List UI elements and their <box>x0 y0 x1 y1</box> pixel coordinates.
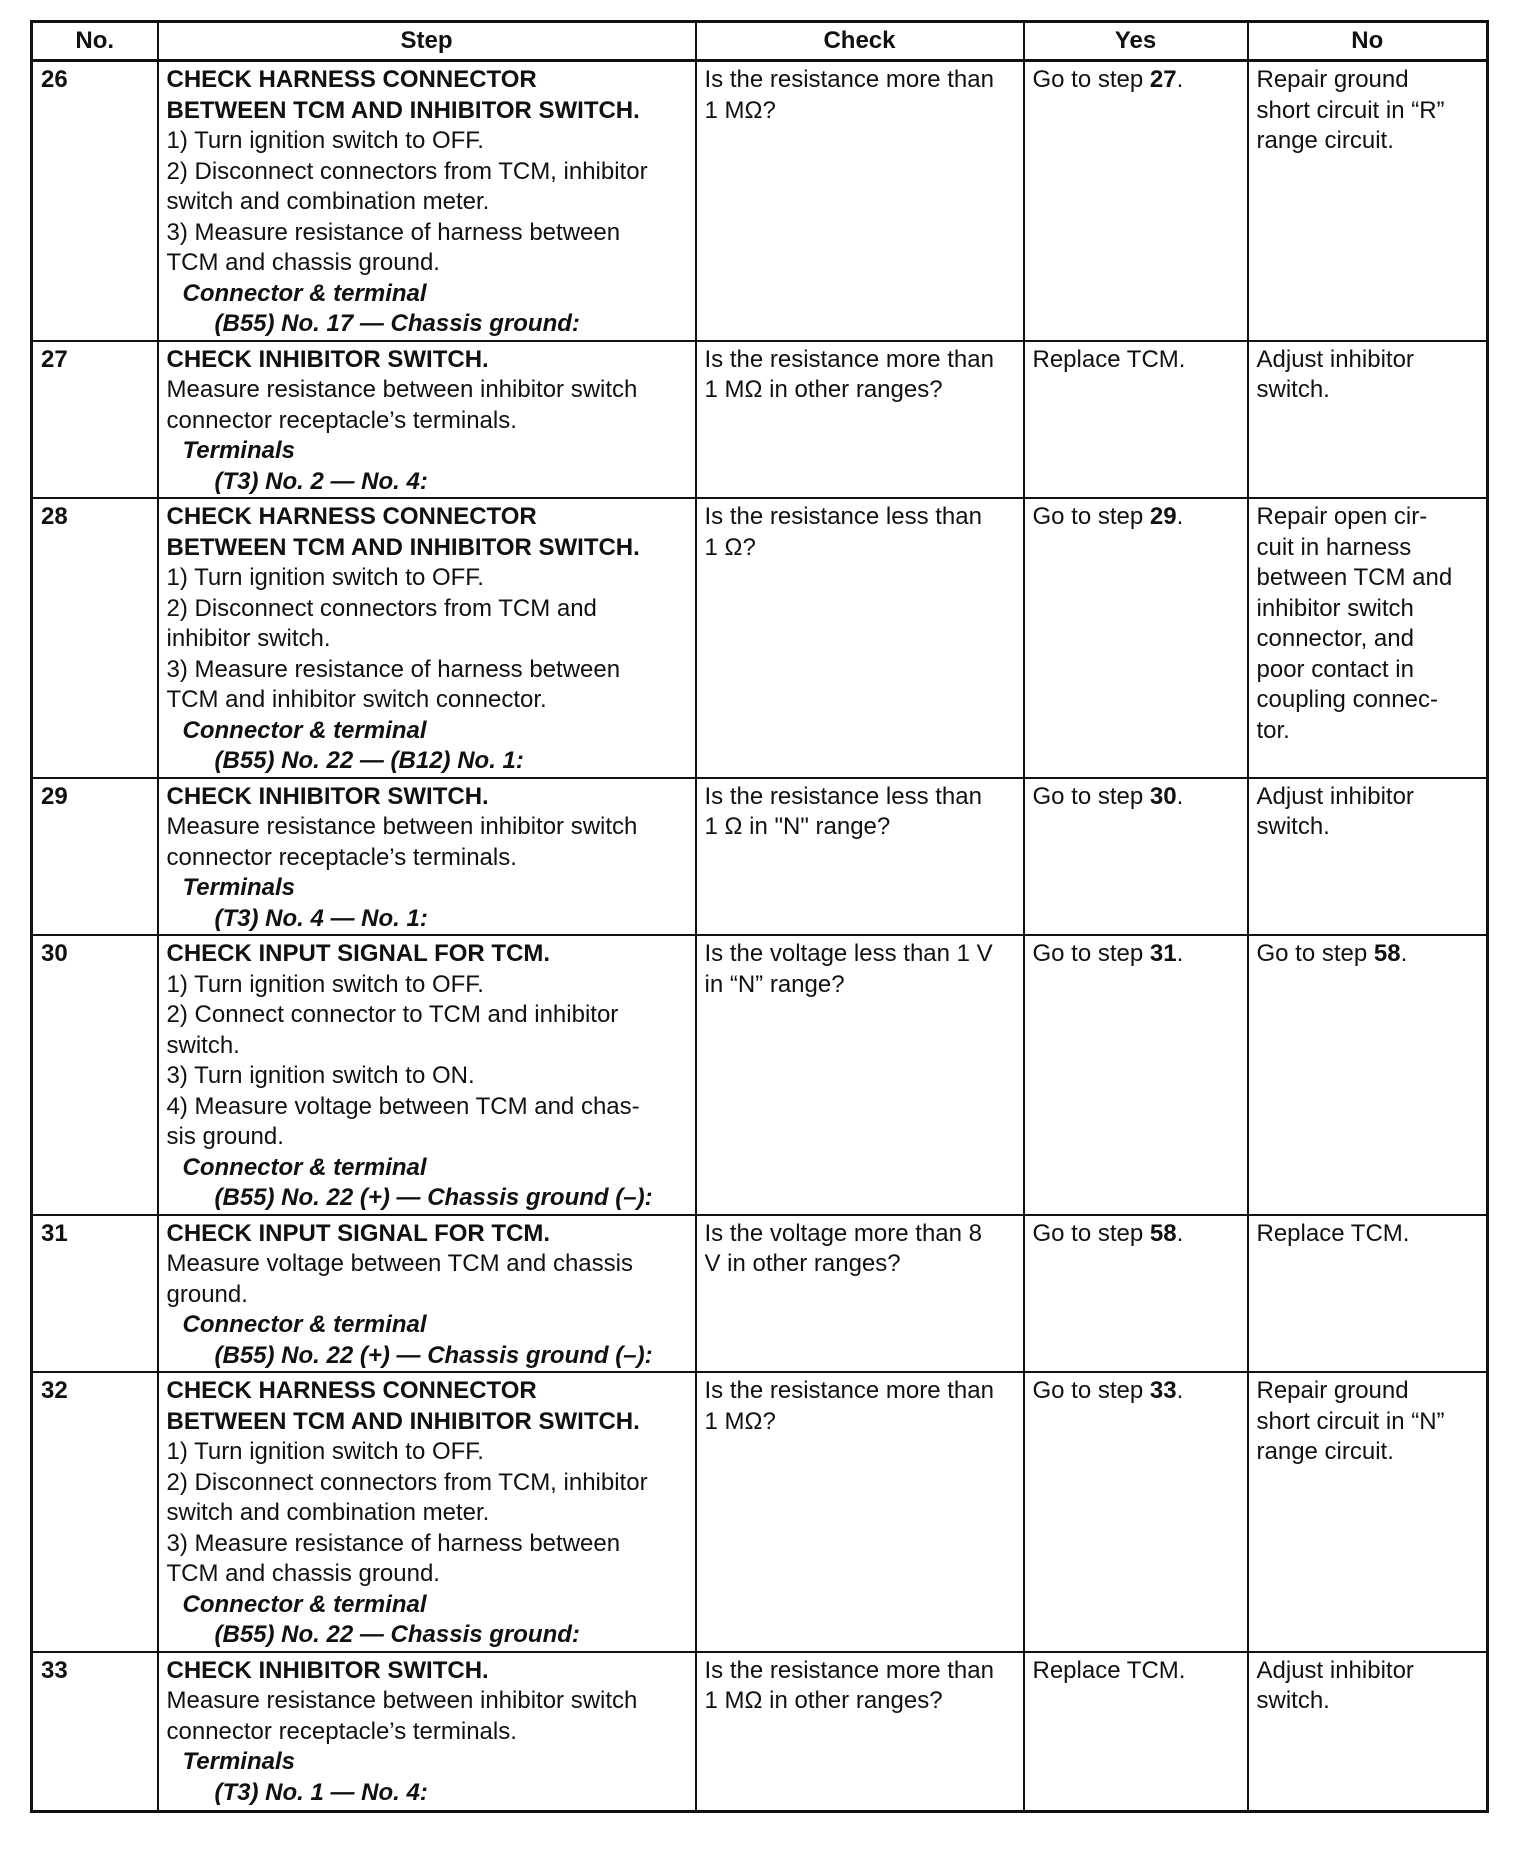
step-instruction: 1) Turn ignition switch to OFF. <box>166 970 484 998</box>
step-cell <box>158 935 696 1215</box>
no-cell <box>1248 341 1488 499</box>
check-cell <box>696 498 1024 778</box>
step-cell <box>158 1215 696 1373</box>
step-number: 28 <box>32 498 158 778</box>
step-instruction: 1) Turn ignition switch to OFF. <box>166 127 484 154</box>
yes-cell <box>1024 778 1248 936</box>
yes-text-end: . <box>1176 1377 1184 1404</box>
step-instruction: 3) Measure resistance of harness between <box>166 218 621 246</box>
step-cell <box>158 778 696 936</box>
step-number: 32 <box>32 1372 158 1652</box>
no-action-line: Repair ground <box>1256 1377 1409 1404</box>
step-instruction: switch. <box>166 1031 240 1059</box>
step-terminal-spec: (B55) No. 22 (+) — Chassis ground (–): <box>214 1341 653 1369</box>
step-title: BETWEEN TCM AND INHIBITOR SWITCH. <box>166 1407 640 1435</box>
check-cell <box>696 935 1024 1215</box>
yes-text: Go to step <box>1032 503 1150 530</box>
step-title: CHECK INHIBITOR SWITCH. <box>166 1656 489 1684</box>
table-row <box>32 1652 1488 1812</box>
check-cell <box>696 778 1024 936</box>
no-action-line: Adjust inhibitor <box>1256 1656 1414 1684</box>
header-check: Check <box>696 22 1024 61</box>
check-line: Is the resistance more than <box>704 345 994 373</box>
step-terminal-label: Terminals <box>182 1748 295 1775</box>
yes-step-number: 58 <box>1149 1219 1177 1247</box>
step-number: 33 <box>32 1652 158 1812</box>
no-action-line: poor contact in <box>1256 655 1414 683</box>
no-cell <box>1248 498 1488 778</box>
table-row <box>32 1372 1488 1652</box>
no-step-number: 58 <box>1373 940 1401 967</box>
step-cell <box>158 498 696 778</box>
step-title: CHECK HARNESS CONNECTOR <box>166 503 537 530</box>
step-terminal-spec: (T3) No. 4 — No. 1: <box>214 904 428 932</box>
step-terminal-label: Terminals <box>182 874 295 901</box>
no-action-line: Adjust inhibitor <box>1256 345 1414 373</box>
step-terminal-spec: (T3) No. 1 — No. 4: <box>214 1778 428 1806</box>
check-line: 1 MΩ? <box>704 1407 776 1435</box>
yes-text: Go to step <box>1032 66 1150 93</box>
step-number: 26 <box>32 61 158 341</box>
yes-step-number: 33 <box>1149 1377 1177 1404</box>
step-instruction: 2) Disconnect connectors from TCM and <box>166 594 597 622</box>
no-action-line: Replace TCM. <box>1256 1219 1410 1247</box>
step-title: CHECK HARNESS CONNECTOR <box>166 66 537 93</box>
step-instruction: 3) Turn ignition switch to ON. <box>166 1062 475 1089</box>
no-action-line: range circuit. <box>1256 1438 1394 1465</box>
no-cell <box>1248 1372 1488 1652</box>
check-line: Is the voltage more than 8 <box>704 1219 982 1247</box>
yes-text-end: . <box>1176 940 1184 967</box>
step-instruction: 3) Measure resistance of harness between <box>166 1529 621 1557</box>
no-action-line: switch. <box>1256 1687 1330 1714</box>
yes-cell <box>1024 1372 1248 1652</box>
step-title: CHECK INPUT SIGNAL FOR TCM. <box>166 940 551 967</box>
step-cell <box>158 1372 696 1652</box>
check-line: 1 MΩ? <box>704 96 776 124</box>
yes-step-number: 29 <box>1149 503 1177 530</box>
header-row <box>32 22 1488 61</box>
step-instruction: 4) Measure voltage between TCM and chas- <box>166 1092 640 1120</box>
no-cell <box>1248 778 1488 936</box>
yes-cell <box>1024 61 1248 341</box>
step-terminal-spec: (B55) No. 22 — (B12) No. 1: <box>214 747 524 774</box>
step-terminal-spec: (B55) No. 22 (+) — Chassis ground (–): <box>214 1184 653 1211</box>
yes-action <box>1033 1376 1239 1407</box>
yes-cell <box>1024 341 1248 499</box>
check-line: Is the resistance less than <box>704 503 982 530</box>
no-action-line: Repair ground <box>1256 66 1409 93</box>
check-line: 1 MΩ in other ranges? <box>704 1687 943 1714</box>
step-terminal-label: Terminals <box>182 437 295 464</box>
step-title: CHECK INPUT SIGNAL FOR TCM. <box>166 1219 551 1247</box>
diagnostic-table <box>30 20 1489 1813</box>
yes-text-end: . <box>1176 1219 1184 1247</box>
check-line: Is the resistance less than <box>704 782 982 810</box>
step-title: BETWEEN TCM AND INHIBITOR SWITCH. <box>166 96 640 124</box>
table-row <box>32 1215 1488 1373</box>
yes-text-end: . <box>1176 503 1184 530</box>
no-action-line: tor. <box>1256 716 1290 744</box>
step-title: CHECK HARNESS CONNECTOR <box>166 1377 537 1404</box>
step-instruction: Measure voltage between TCM and chassis <box>166 1250 633 1277</box>
yes-text-end: . <box>1176 782 1184 810</box>
step-instruction: 2) Connect connector to TCM and inhibitor <box>166 1001 619 1028</box>
step-title: BETWEEN TCM AND INHIBITOR SWITCH. <box>166 533 640 561</box>
check-line: 1 Ω in "N" range? <box>704 813 891 840</box>
step-instruction: TCM and inhibitor switch connector. <box>166 686 547 713</box>
check-cell <box>696 1652 1024 1812</box>
yes-step-number: 30 <box>1149 782 1177 810</box>
step-number: 30 <box>32 935 158 1215</box>
step-cell <box>158 1652 696 1812</box>
check-cell <box>696 341 1024 499</box>
no-text: Go to step <box>1256 940 1374 967</box>
step-instruction: sis ground. <box>166 1123 284 1150</box>
yes-action <box>1033 65 1239 96</box>
step-terminal-spec: (B55) No. 17 — Chassis ground: <box>214 310 580 337</box>
step-instruction: Measure resistance between inhibitor switch <box>166 813 638 840</box>
step-number: 29 <box>32 778 158 936</box>
check-line: in “N” range? <box>704 970 845 998</box>
yes-step-number: 27 <box>1149 66 1177 93</box>
step-terminal-spec: (B55) No. 22 — Chassis ground: <box>214 1621 580 1648</box>
check-line: V in other ranges? <box>704 1250 901 1277</box>
check-line: Is the resistance more than <box>704 1656 994 1684</box>
no-action-line: switch. <box>1256 813 1330 840</box>
no-cell <box>1248 1215 1488 1373</box>
step-instruction: TCM and chassis ground. <box>166 1560 440 1587</box>
yes-text: Replace TCM. <box>1032 345 1186 373</box>
step-number: 27 <box>32 341 158 499</box>
no-action-line: short circuit in “N” <box>1256 1407 1445 1435</box>
no-action-line: short circuit in “R” <box>1256 96 1445 124</box>
step-instruction: 2) Disconnect connectors from TCM, inhibitor <box>166 1468 648 1496</box>
yes-action <box>1033 345 1239 376</box>
yes-action <box>1033 502 1239 533</box>
step-instruction: 3) Measure resistance of harness between <box>166 655 621 683</box>
check-cell <box>696 1372 1024 1652</box>
no-action-line: Repair open cir- <box>1256 503 1428 530</box>
step-instruction: Measure resistance between inhibitor switch <box>166 1687 638 1714</box>
step-instruction: 2) Disconnect connectors from TCM, inhibitor <box>166 157 648 185</box>
step-cell <box>158 341 696 499</box>
no-cell <box>1248 1652 1488 1812</box>
table-row <box>32 61 1488 341</box>
yes-text-end: . <box>1176 66 1184 93</box>
no-action-line: coupling connec- <box>1256 686 1438 713</box>
yes-action <box>1033 782 1239 813</box>
step-terminal-label: Connector & terminal <box>182 716 427 744</box>
check-line: 1 Ω? <box>704 533 756 561</box>
yes-text: Go to step <box>1032 782 1150 810</box>
step-cell <box>158 61 696 341</box>
step-title: CHECK INHIBITOR SWITCH. <box>166 345 489 373</box>
header-no: No. <box>32 22 158 61</box>
no-action-line: Adjust inhibitor <box>1256 782 1414 810</box>
step-instruction: connector receptacle’s terminals. <box>166 406 517 434</box>
check-line: 1 MΩ in other ranges? <box>704 376 943 403</box>
step-terminal-label: Connector & terminal <box>182 1153 427 1181</box>
step-instruction: switch and combination meter. <box>166 188 490 215</box>
yes-cell <box>1024 935 1248 1215</box>
step-instruction: ground. <box>166 1280 248 1308</box>
step-terminal-label: Connector & terminal <box>182 279 427 307</box>
no-action-line: between TCM and <box>1256 564 1453 591</box>
step-instruction: switch and combination meter. <box>166 1499 490 1526</box>
check-cell <box>696 61 1024 341</box>
step-instruction: connector receptacle’s terminals. <box>166 1717 517 1745</box>
yes-action <box>1033 1219 1239 1250</box>
step-title: CHECK INHIBITOR SWITCH. <box>166 782 489 810</box>
header-no-result: No <box>1248 22 1488 61</box>
step-terminal-spec: (T3) No. 2 — No. 4: <box>214 467 428 495</box>
no-action <box>1257 939 1479 970</box>
yes-text: Go to step <box>1032 1219 1150 1247</box>
step-instruction: inhibitor switch. <box>166 625 331 652</box>
no-action-line: inhibitor switch <box>1256 594 1414 622</box>
step-instruction: Measure resistance between inhibitor switch <box>166 376 638 403</box>
header-yes: Yes <box>1024 22 1248 61</box>
table-row <box>32 498 1488 778</box>
check-line: Is the resistance more than <box>704 66 994 93</box>
no-action-line: range circuit. <box>1256 127 1394 154</box>
step-instruction: connector receptacle’s terminals. <box>166 843 517 871</box>
yes-cell <box>1024 1652 1248 1812</box>
check-line: Is the resistance more than <box>704 1377 994 1404</box>
table-row <box>32 341 1488 499</box>
check-cell <box>696 1215 1024 1373</box>
yes-text: Replace TCM. <box>1032 1656 1186 1684</box>
no-action-line: switch. <box>1256 376 1330 403</box>
step-instruction: 1) Turn ignition switch to OFF. <box>166 1438 484 1465</box>
yes-action <box>1033 939 1239 970</box>
no-action-line: cuit in harness <box>1256 533 1412 561</box>
yes-step-number: 31 <box>1149 940 1177 967</box>
no-cell <box>1248 935 1488 1215</box>
step-terminal-label: Connector & terminal <box>182 1590 427 1618</box>
step-instruction: TCM and chassis ground. <box>166 249 440 276</box>
step-terminal-label: Connector & terminal <box>182 1311 427 1338</box>
yes-text: Go to step <box>1032 1377 1150 1404</box>
yes-text: Go to step <box>1032 940 1150 967</box>
no-text-end: . <box>1400 940 1408 967</box>
table-row <box>32 935 1488 1215</box>
no-action-line: connector, and <box>1256 625 1414 652</box>
yes-cell <box>1024 498 1248 778</box>
check-line: Is the voltage less than 1 V <box>704 940 993 967</box>
no-cell <box>1248 61 1488 341</box>
yes-cell <box>1024 1215 1248 1373</box>
header-step: Step <box>158 22 696 61</box>
yes-action <box>1033 1656 1239 1687</box>
step-instruction: 1) Turn ignition switch to OFF. <box>166 564 484 591</box>
step-number: 31 <box>32 1215 158 1373</box>
table-row <box>32 778 1488 936</box>
